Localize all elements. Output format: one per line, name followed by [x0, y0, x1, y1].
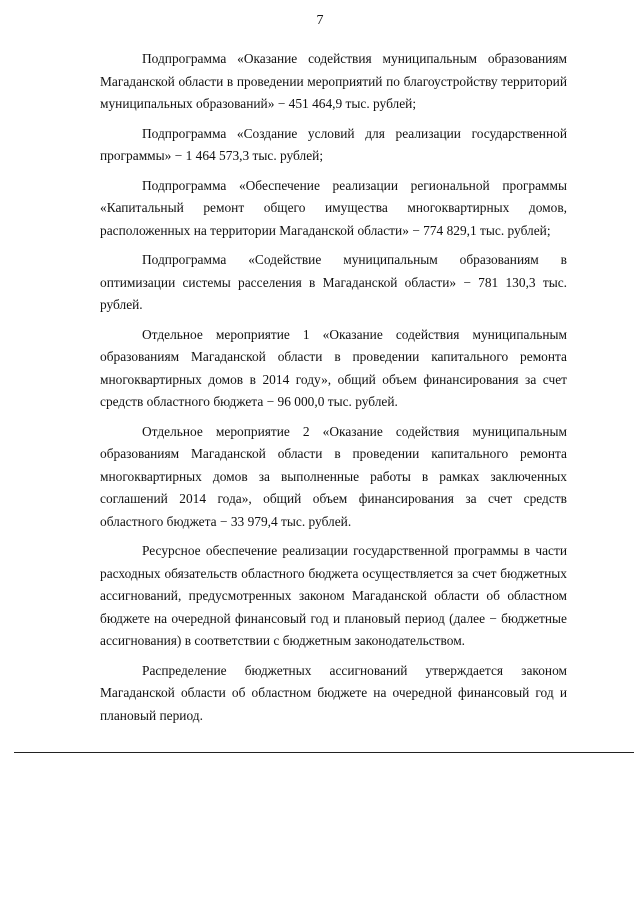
paragraph-measure-1: Отдельное мероприятие 1 «Оказание содействия муниципальным образованиям Магаданской области в проведении капитального ремонта многоквартирных домов в 2014 году», общий объем финансирования за счет средств областного бюджета − 96 000,0 тыс. рублей.	[100, 326, 567, 409]
paragraph-allocation: Распределение бюджетных ассигнований утверждается законом Магаданской области об областном бюджете на очередной финансовый год и плановый период.	[100, 662, 567, 723]
paragraph-subprogram-resettlement: Подпрограмма «Содействие муниципальным образованиям в оптимизации системы расселения в Магаданской области» − 781 130,3 тыс. рублей.	[100, 252, 567, 312]
page-divider-line	[14, 752, 634, 753]
page-number: 7	[316, 13, 324, 28]
document-body	[100, 48, 567, 734]
paragraph-resource-provision: Ресурсное обеспечение реализации государственной программы в части расходных обязательств областного бюджета осуществляется за счет бюджетных ассигнований, предусмотренных законом Магаданской области об областном бюджете на очередной финансовый год и плановый период (далее − бюджетные ассигнования) в соответствии с бюджетным законодательством.	[100, 543, 567, 648]
paragraph-subprogram-capital-repair: Подпрограмма «Обеспечение реализации региональной программы «Капитальный ремонт общего имущества многоквартирных домов, расположенных на территории Магаданской области» − 774 829,1 тыс. рублей;	[100, 177, 567, 238]
paragraph-subprogram-improvement: Подпрограмма «Оказание содействия муниципальным образованиям Магаданской области в проведении мероприятий по благоустройству территорий муниципальных образований» − 451 464,9 тыс. рублей;	[100, 51, 567, 111]
paragraph-subprogram-conditions: Подпрограмма «Создание условий для реализации государственной программы» − 1 464 573,3 тыс. рублей;	[100, 125, 567, 163]
paragraph-measure-2: Отдельное мероприятие 2 «Оказание содействия муниципальным образованиям Магаданской области в проведении капитального ремонта многоквартирных домов за выполненные работы в рамках заключенных соглашений 2014 года», общий объем финансирования за счет средств областного бюджета − 33 979,4 тыс. рублей.	[100, 423, 567, 529]
